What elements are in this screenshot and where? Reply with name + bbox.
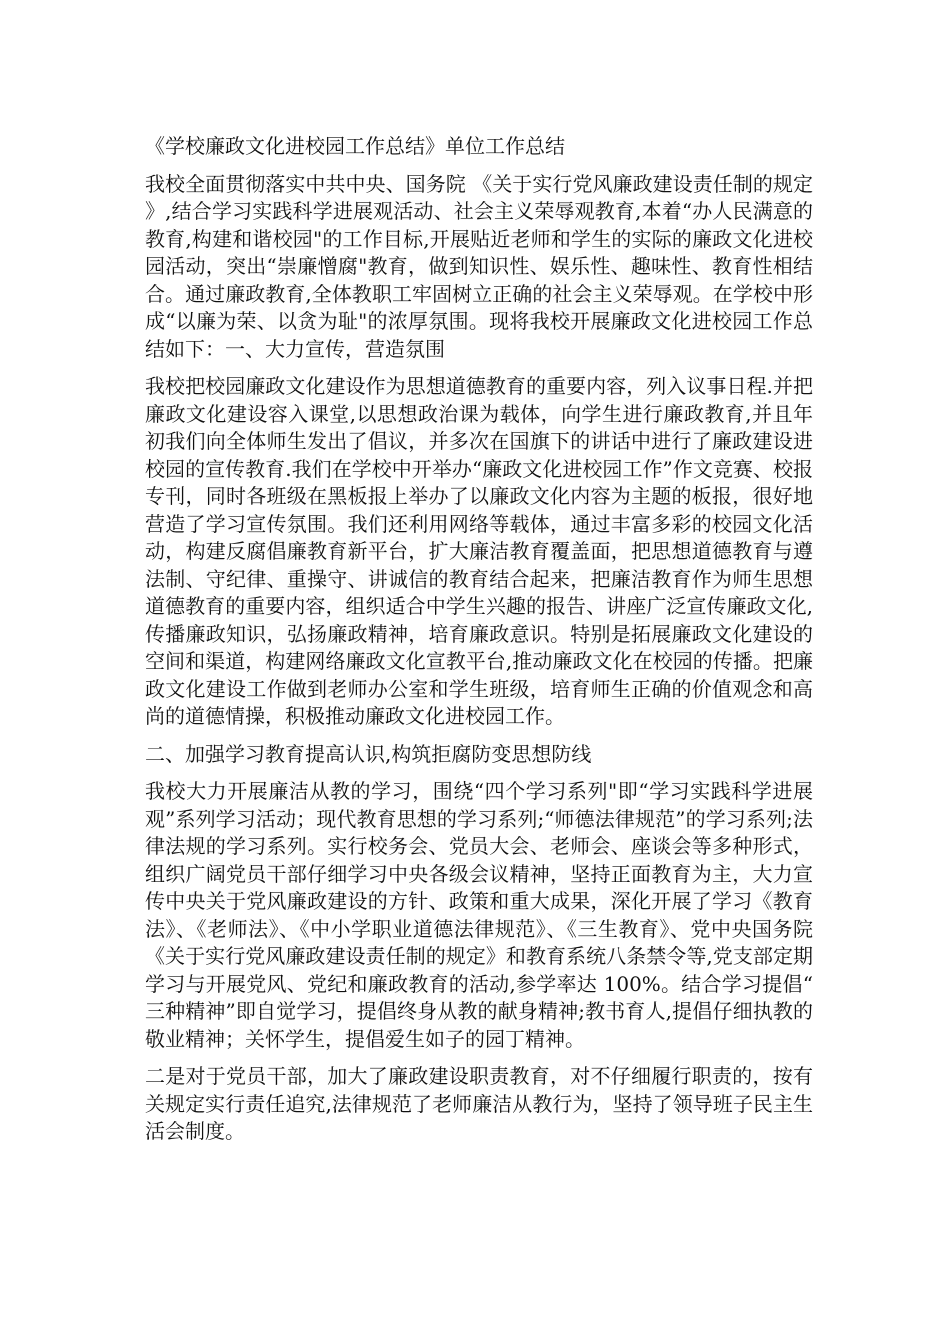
- paragraph: 我校全面贯彻落实中共中央、国务院 《关于实行党风廉政建设责任制的规定》,结合学习实践科学进展观活动、社会主义荣辱观教育,本着“办人民满意的教育,构建和谐校园"的工作目标,开展贴近老师和学生的实际的廉政文化进校园活动，突出“崇廉憎腐"教育，做到知识性、娱乐性、趣味性、教育性相结合。通过廉政教育,全体教职工牢固树立正确的社会主义荣辱观。在学校中形成“以廉为荣、以贪为耻"的浓厚氛围。现将我校开展廉政文化进校园工作总结如下：一、大力宣传，营造氛围: [145, 171, 813, 361]
- section-heading: 二、加强学习教育提高认识,构筑拒腐防变思想防线: [145, 741, 592, 766]
- document-title: 《学校廉政文化进校园工作总结》单位工作总结: [145, 134, 565, 158]
- paragraph: 我校把校园廉政文化建设作为思想道德教育的重要内容，列入议事日程.并把廉政文化建设容入课堂,以思想政治课为载体，向学生进行廉政教育,并且年初我们向全体师生发出了倡议，并多次在国旗下的讲话中进行了廉政建设进校园的宣传教育.我们在学校中开举办“廉政文化进校园工作”作文竞赛、校报专刊，同时各班级在黑板报上举办了以廉政文化内容为主题的板报，很好地营造了学习宣传氛围。我们还利用网络等载体，通过丰富多彩的校园文化活动，构建反腐倡廉教育新平台，扩大廉洁教育覆盖面，把思想道德教育与遵法制、守纪律、重操守、讲诚信的教育结合起来，把廉洁教育作为师生思想道德教育的重要内容，组织适合中学生兴趣的报告、讲座广泛宣传廉政文化,传播廉政知识，弘扬廉政精神，培育廉政意识。特别是拓展廉政文化建设的空间和渠道，构建网络廉政文化宣教平台,推动廉政文化在校园的传播。把廉政文化建设工作做到老师办公室和学生班级，培育师生正确的价值观念和高尚的道德情操，积极推动廉政文化进校园工作。: [145, 374, 813, 728]
- document-body: [145, 133, 813, 1156]
- paragraph: 二是对于党员干部，加大了廉政建设职责教育，对不仔细履行职责的，按有关规定实行责任追究,法律规范了老师廉洁从教行为，坚持了领导班子民主生活会制度。: [145, 1064, 813, 1143]
- paragraph: 我校大力开展廉洁从教的学习，围绕“四个学习系列"即“学习实践科学进展观”系列学习活动；现代教育思想的学习系列;“师德法律规范”的学习系列;法律法规的学习系列。实行校务会、党员大会、老师会、座谈会等多种形式，组织广阔党员干部仔细学习中央各级会议精神，坚持正面教育为主，大力宣传中央关于党风廉政建设的方针、政策和重大成果，深化开展了学习《教育法》、《老师法》、《中小学职业道德法律规范》、《三生教育》、党中央国务院《关于实行党风廉政建设责任制的规定》和教育系统八条禁令等,党支部定期学习与开展党风、党纪和廉政教育的活动,参学率达 100%。结合学习提倡“三种精神”即自觉学习，提倡终身从教的献身精神;教书育人,提倡仔细执教的敬业精神；关怀学生，提倡爱生如子的园丁精神。: [145, 779, 813, 1051]
